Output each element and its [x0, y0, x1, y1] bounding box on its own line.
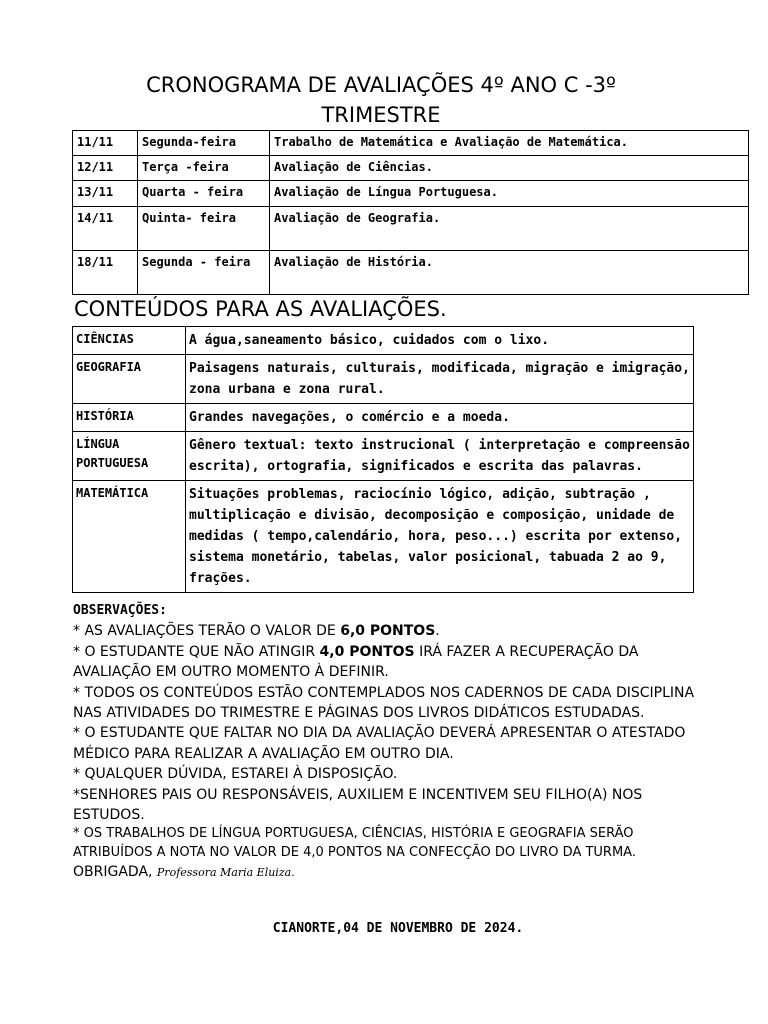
table-row	[73, 181, 749, 207]
table-row	[73, 481, 694, 593]
thanks-text: OBRIGADA,	[73, 864, 157, 881]
title-line-2: TRIMESTRE	[321, 103, 441, 127]
schedule-day: Quinta- feira	[138, 207, 270, 251]
observation-item: * QUALQUER DÚVIDA, ESTAREI À DISPOSIÇÃO.	[73, 766, 398, 783]
observation-item: * OS TRABALHOS DE LÍNGUA PORTUGUESA, CIÊNCIAS, HISTÓRIA E GEOGRAFIA SERÃO ATRIBUÍDOS A NOTA NO VALOR DE 4,0 PONTOS NA CONFECÇÃO DO LIVRO DA TURMA.	[73, 826, 636, 860]
page-title	[80, 70, 682, 130]
schedule-day: Segunda - feira	[138, 251, 270, 295]
observation-item: * TODOS OS CONTEÚDOS ESTÃO CONTEMPLADOS NOS CADERNOS DE CADA DISCIPLINA NAS ATIVIDADES DO TRIMESTRE E PÁGINAS DOS LIVROS DIDÁTICOS ESTUDADAS.	[73, 684, 695, 722]
table-row	[73, 327, 694, 355]
thanks-line	[73, 862, 713, 883]
table-row	[73, 355, 694, 404]
subject-description: Grandes navegações, o comércio e a moeda.	[186, 404, 694, 432]
schedule-day: Terça -feira	[138, 156, 270, 181]
signature: Professora Maria Eluiza.	[156, 866, 295, 880]
subject-cell: CIÊNCIAS	[73, 327, 186, 355]
contents-table	[72, 326, 694, 593]
subject-cell: LÍNGUA PORTUGUESA	[73, 432, 186, 481]
table-row	[73, 404, 694, 432]
observation-item: * O ESTUDANTE QUE FALTAR NO DIA DA AVALIAÇÃO DEVERÁ APRESENTAR O ATESTADO MÉDICO PARA REALIZAR A AVALIAÇÃO EM OUTRO DIA.	[73, 725, 686, 762]
table-row	[73, 251, 749, 295]
schedule-date: 13/11	[73, 181, 138, 207]
observations	[73, 601, 713, 884]
table-row	[73, 156, 749, 181]
subject-cell: MATEMÁTICA	[73, 481, 186, 593]
subject-description: A água,saneamento básico, cuidados com o lixo.	[186, 327, 694, 355]
contents-title: CONTEÚDOS PARA AS AVALIAÇÕES.	[74, 297, 447, 321]
schedule-activity: Avaliação de Ciências.	[270, 156, 749, 181]
subject-description: Gênero textual: texto instrucional ( interpretação e compreensão escrita), ortografia, significados e escrita das palavras.	[186, 432, 694, 481]
subject-cell: GEOGRAFIA	[73, 355, 186, 404]
schedule-activity: Avaliação de Língua Portuguesa.	[270, 181, 749, 207]
observation-item: * AS AVALIAÇÕES TERÃO O VALOR DE 6,0 PONTOS.	[73, 623, 440, 640]
table-row	[73, 432, 694, 481]
observation-item: *SENHORES PAIS OU RESPONSÁVEIS, AUXILIEM E INCENTIVEM SEU FILHO(A) NOS ESTUDOS.	[73, 786, 643, 824]
schedule-date: 11/11	[73, 131, 138, 156]
schedule-date: 12/11	[73, 156, 138, 181]
schedule-activity: Trabalho de Matemática e Avaliação de Matemática.	[270, 131, 749, 156]
schedule-table	[72, 130, 749, 295]
title-line-1: CRONOGRAMA DE AVALIAÇÕES 4º ANO C -3º	[146, 73, 616, 97]
schedule-date: 14/11	[73, 207, 138, 251]
schedule-activity: Avaliação de História.	[270, 251, 749, 295]
schedule-date: 18/11	[73, 251, 138, 295]
subject-description: Paisagens naturais, culturais, modificada, migração e imigração, zona urbana e zona rural.	[186, 355, 694, 404]
subject-cell: HISTÓRIA	[73, 404, 186, 432]
observation-item: * O ESTUDANTE QUE NÃO ATINGIR 4,0 PONTOS IRÁ FAZER A RECUPERAÇÃO DA AVALIAÇÃO EM OUTRO MOMENTO À DEFINIR.	[73, 643, 639, 681]
place-date: CIANORTE,04 DE NOVEMBRO DE 2024.	[272, 921, 524, 936]
schedule-day: Segunda-feira	[138, 131, 270, 156]
table-row	[73, 207, 749, 251]
schedule-activity: Avaliação de Geografia.	[270, 207, 749, 251]
schedule-day: Quarta - feira	[138, 181, 270, 207]
observations-header: OBSERVAÇÕES:	[73, 603, 167, 618]
table-row	[73, 131, 749, 156]
subject-description: Situações problemas, raciocínio lógico, adição, subtração , multiplicação e divisão, decomposição e composição, unidade de medidas ( tempo,calendário, hora, peso...) escrita por extenso, sistema monetário, tabelas, valor posicional, tabuada 2 ao 9, frações.	[186, 481, 694, 593]
